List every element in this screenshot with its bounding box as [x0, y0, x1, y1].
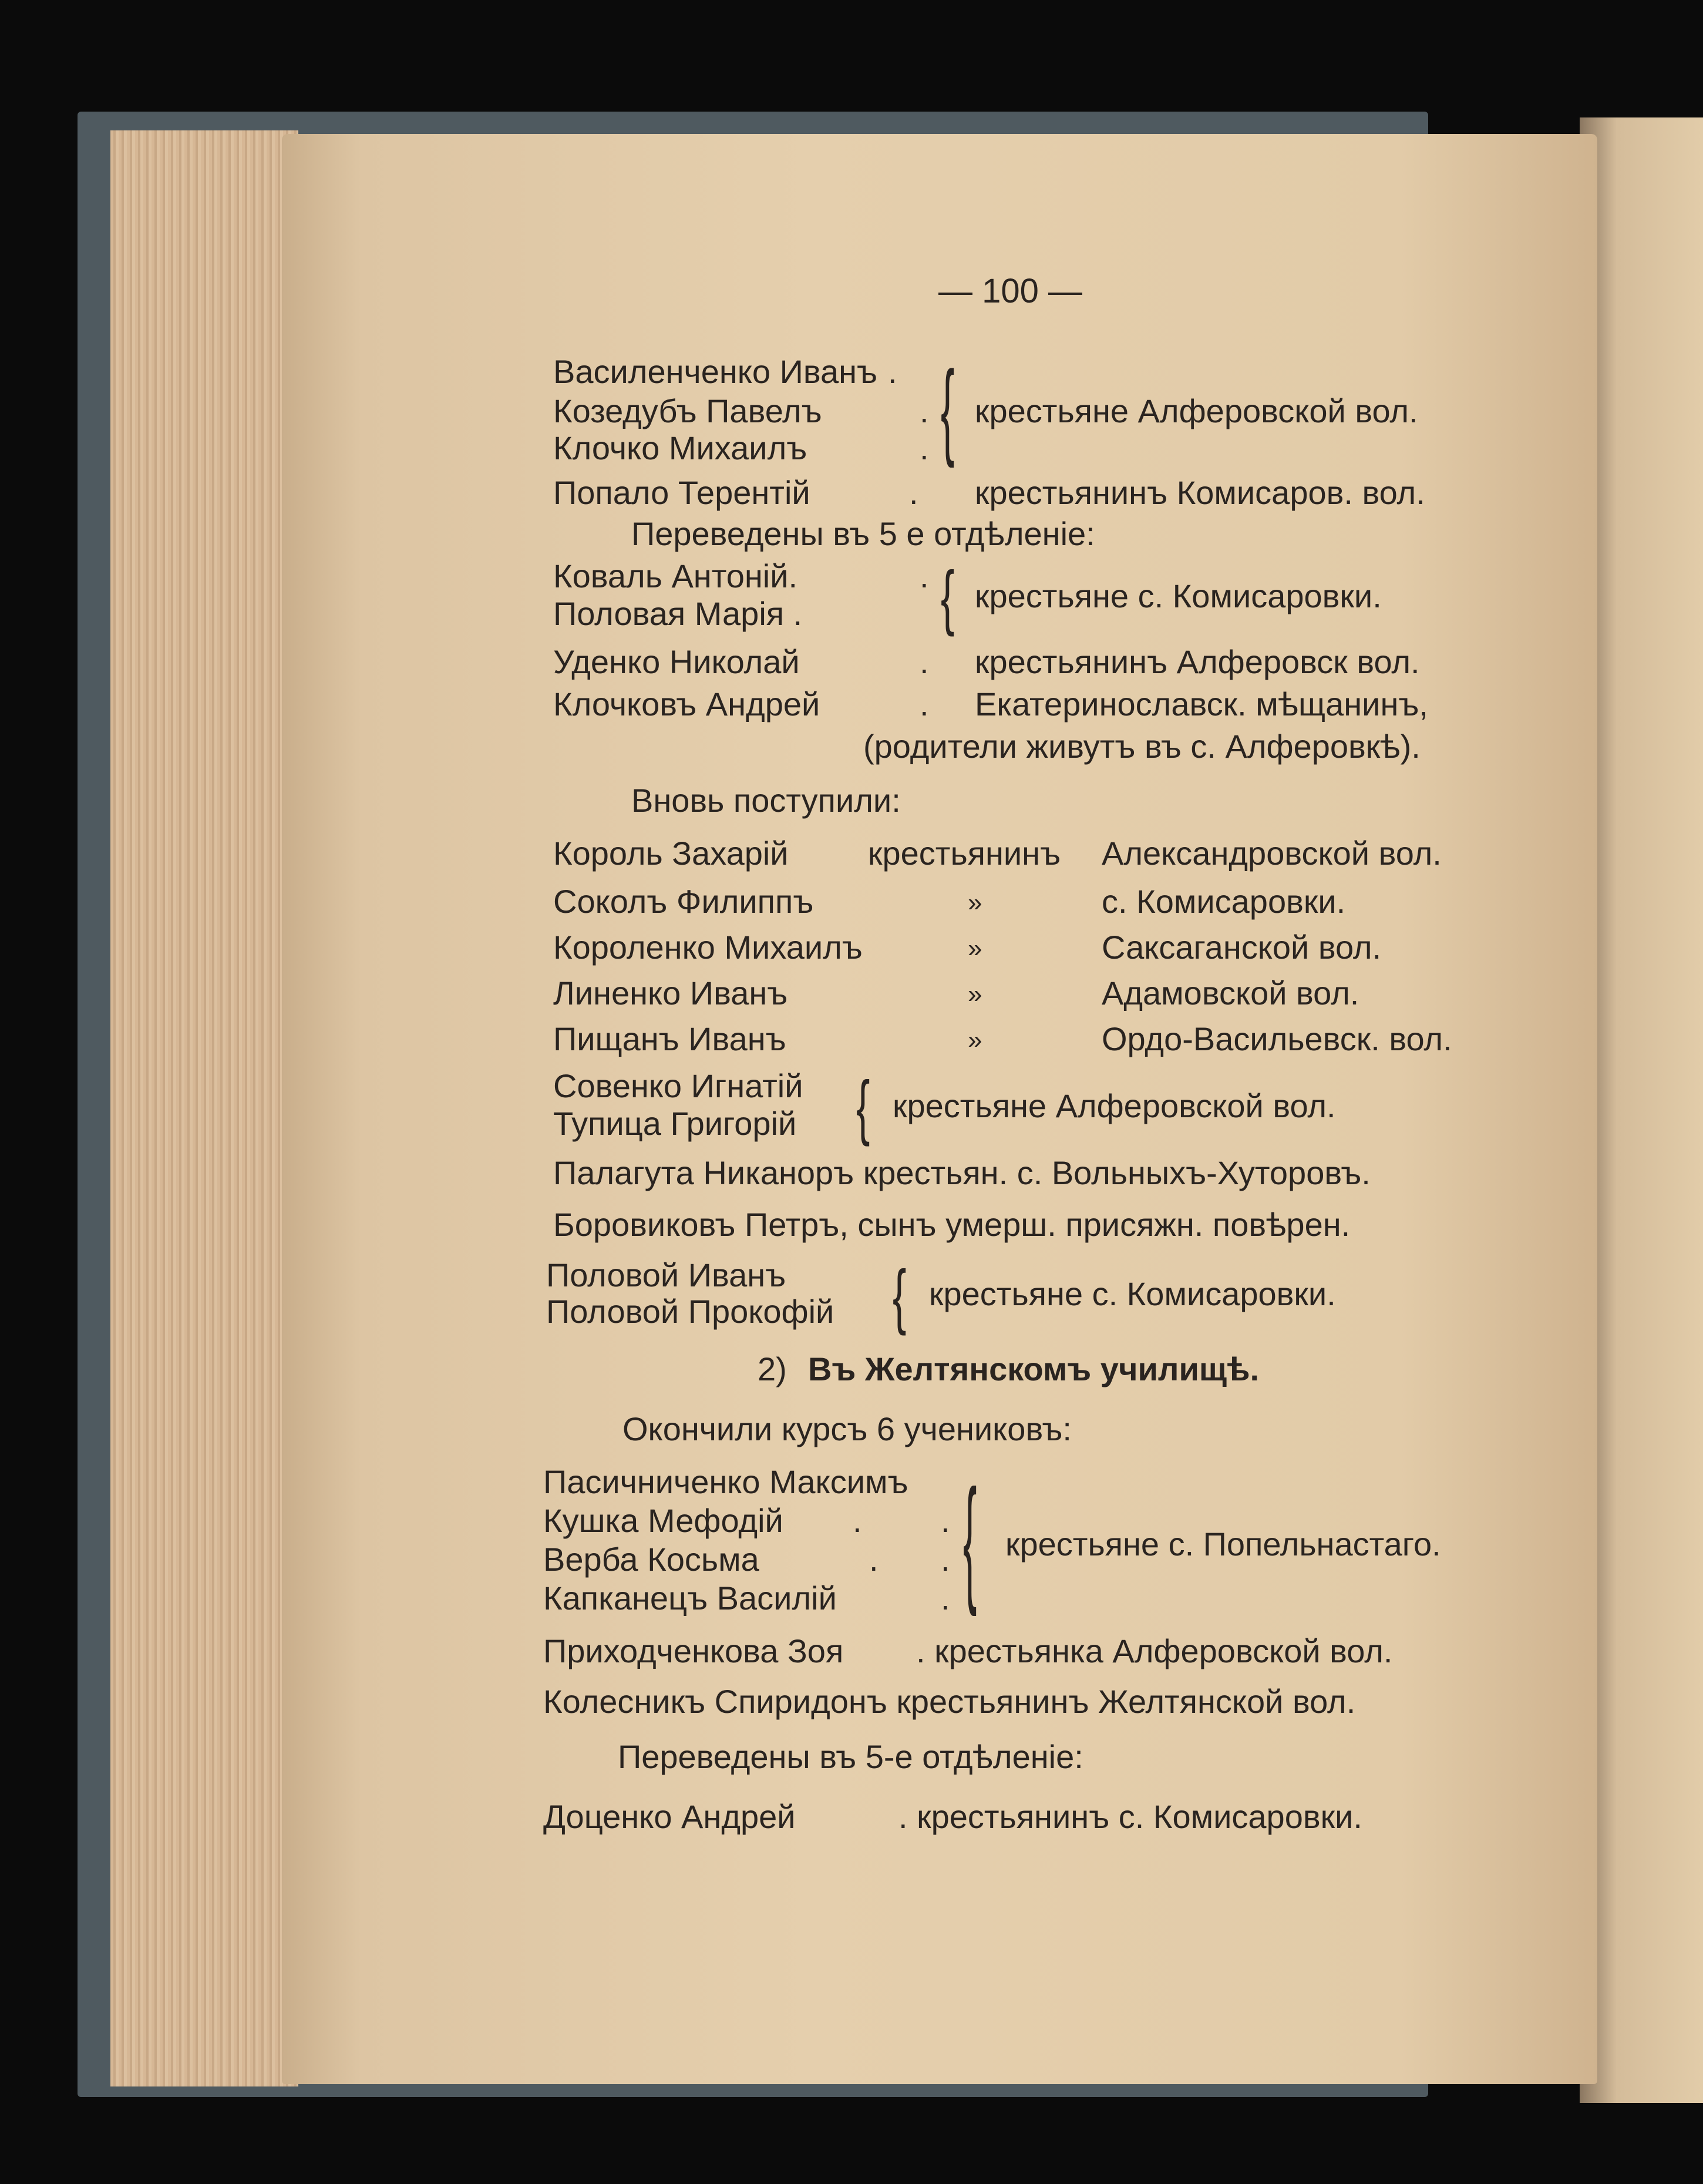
- dot: .: [941, 1502, 950, 1539]
- section-number: 2): [758, 1350, 787, 1387]
- student-name: Тупица Григорій: [553, 1105, 797, 1142]
- section-subheading: Окончили курсъ 6 учениковъ:: [622, 1410, 1072, 1447]
- student-name: Соколъ Филиппъ: [553, 883, 814, 920]
- dot: .: [869, 1541, 879, 1578]
- student-name: Короленко Михаилъ: [553, 929, 863, 966]
- dot: .: [920, 429, 929, 466]
- page-number: — 100 —: [938, 272, 1082, 310]
- student-name: Пасичниченко Максимъ: [543, 1463, 908, 1500]
- student-name: Клочко Михаилъ: [553, 429, 807, 466]
- dot: .: [941, 1541, 950, 1578]
- student-name: Коваль Антоній.: [553, 557, 798, 594]
- student-name: Верба Косьма: [543, 1541, 759, 1578]
- dot: .: [920, 686, 929, 723]
- student-name: Король Захарій: [553, 835, 789, 872]
- student-name: Совенко Игнатій: [553, 1067, 803, 1104]
- ditto-mark: »: [968, 980, 982, 1009]
- student-name: Капканецъ Василій: [543, 1580, 837, 1617]
- brace: {: [893, 1255, 907, 1336]
- section-subheading: Переведены въ 5-е отдѣленіе:: [618, 1738, 1083, 1775]
- group-description: крестьяне с. Попельнастаго.: [1005, 1526, 1441, 1563]
- student-note: (родители живутъ въ с. Алферовкѣ).: [863, 728, 1421, 765]
- student-place: Александровской вол.: [1102, 835, 1442, 872]
- student-name: Козедубъ Павелъ: [553, 392, 822, 429]
- student-entry: Колесникъ Спиридонъ крестьянинъ Желтянской вол.: [543, 1683, 1356, 1720]
- section-subheading: Переведены въ 5 е отдѣленіе:: [631, 515, 1095, 552]
- student-name: Уденко Николай: [553, 643, 800, 680]
- student-name: Василенченко Иванъ: [553, 353, 878, 390]
- brace: {: [856, 1066, 870, 1147]
- ditto-mark: »: [968, 888, 982, 917]
- student-description: . крестьянка Алферовской вол.: [916, 1632, 1393, 1669]
- student-entry: Палагута Никаноръ крестьян. с. Вольныхъ-Хуторовъ.: [553, 1154, 1371, 1191]
- dot: .: [920, 557, 929, 594]
- brace: {: [941, 556, 955, 637]
- student-place: Адамовской вол.: [1102, 975, 1359, 1012]
- student-entry: Боровиковъ Петръ, сынъ умерш. присяжн. повѣрен.: [553, 1206, 1351, 1243]
- student-place: Ордо-Васильевск. вол.: [1102, 1020, 1452, 1057]
- student-name: Половая Марія .: [553, 595, 803, 632]
- student-name: Пищанъ Иванъ: [553, 1020, 786, 1057]
- student-place: Саксаганской вол.: [1102, 929, 1382, 966]
- student-name: Половой Прокофій: [546, 1293, 834, 1330]
- dot: .: [853, 1502, 862, 1539]
- group-description: крестьяне Алферовской вол.: [893, 1087, 1336, 1124]
- student-place: с. Комисаровки.: [1102, 883, 1346, 920]
- student-description: крестьянинъ Комисаров. вол.: [975, 474, 1425, 511]
- student-name: Половой Иванъ: [546, 1256, 786, 1293]
- student-description: . крестьянинъ с. Комисаровки.: [898, 1798, 1362, 1835]
- student-name: Линенко Иванъ: [553, 975, 788, 1012]
- brace: {: [963, 1461, 977, 1617]
- student-name: Доценко Андрей: [543, 1798, 796, 1835]
- dot: .: [909, 474, 918, 511]
- section-heading: Въ Желтянскомъ училищѣ.: [808, 1350, 1260, 1387]
- dot: .: [920, 643, 929, 680]
- group-description: крестьяне с. Комисаровки.: [929, 1275, 1336, 1312]
- student-description: крестьянинъ Алферовск вол.: [975, 643, 1420, 680]
- section-subheading: Вновь поступили:: [631, 782, 901, 819]
- student-name: Клочковъ Андрей: [553, 686, 820, 723]
- student-name: Приходченкова Зоя: [543, 1632, 844, 1669]
- ditto-mark: »: [968, 1026, 982, 1054]
- ditto-mark: »: [968, 934, 982, 963]
- student-description: Екатеринославск. мѣщанинъ,: [975, 686, 1428, 723]
- dot: .: [888, 353, 897, 390]
- student-name: Кушка Мефодій: [543, 1502, 783, 1539]
- student-name: Попало Терентій: [553, 474, 810, 511]
- dot: .: [941, 1580, 950, 1617]
- group-description: крестьяне Алферовской вол.: [975, 392, 1418, 429]
- group-description: крестьяне с. Комисаровки.: [975, 577, 1382, 614]
- student-status: крестьянинъ: [868, 835, 1061, 872]
- dot: .: [920, 392, 929, 429]
- brace: {: [941, 349, 955, 469]
